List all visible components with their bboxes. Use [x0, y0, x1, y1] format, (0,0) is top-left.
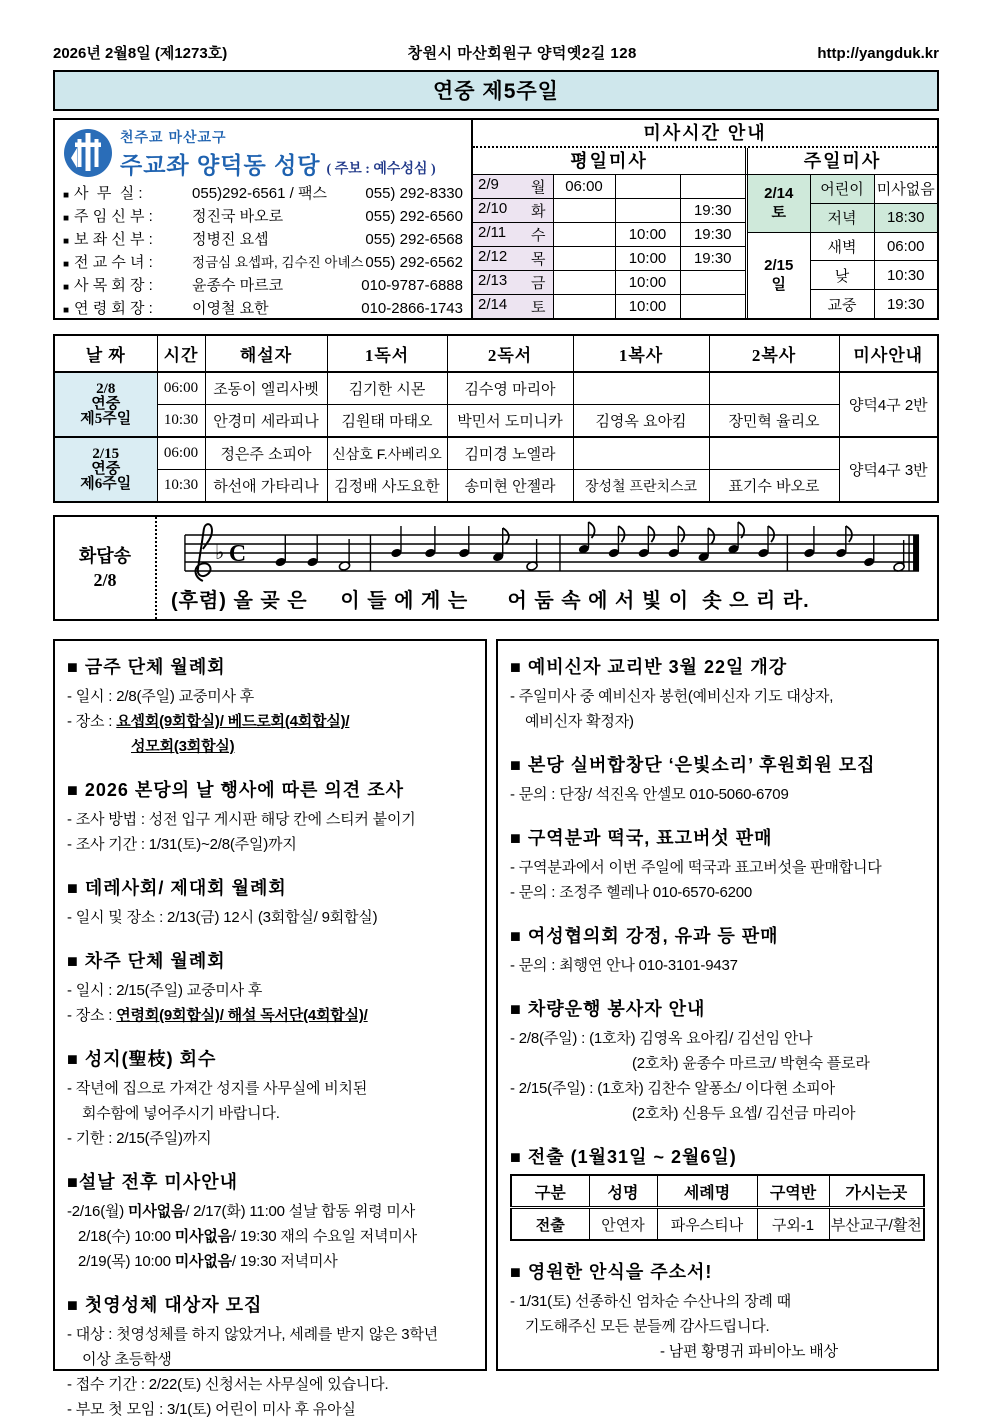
music-notation	[157, 517, 937, 619]
sunday-mass-table	[745, 175, 937, 318]
weekday-row	[473, 246, 745, 270]
bullet-icon: ■	[63, 282, 70, 293]
mass-label-cell: 저녁	[810, 203, 874, 232]
notice-section	[67, 1291, 473, 1422]
notice-line: - 조사 기간 : 1/31(토)~2/8(주일)까지	[67, 836, 297, 853]
time-cell	[615, 198, 680, 222]
contact-value: 055)292-6561 / 팩스	[192, 185, 327, 202]
notice-section	[510, 995, 925, 1126]
roster-header-cell: 1복사	[573, 335, 709, 372]
date-cell: 2/11 수	[473, 222, 553, 246]
roster-cell: 신삼호 F.사베리오	[327, 437, 447, 470]
contact-phone: 055) 292-6562	[365, 254, 463, 271]
roster-header-cell: 해설자	[205, 335, 327, 372]
time-cell: 10:00	[615, 246, 680, 270]
transfer-header-cell: 구역반	[757, 1175, 829, 1208]
roster-row	[54, 437, 938, 470]
roster-cell: 10:30	[157, 470, 205, 503]
website-url-link[interactable]: http://yangduk.kr	[817, 45, 939, 62]
roster-cell: 조동이 엘리사벳	[205, 372, 327, 405]
time-cell: 미사없음	[874, 175, 937, 203]
notices	[53, 639, 939, 1418]
contact-phone: 055) 292-6560	[365, 208, 463, 225]
church-address: 창원시 마산회원구 양덕옛2길 128	[407, 45, 637, 62]
mass-schedule-title: 미사시간 안내	[473, 120, 937, 148]
notice-line: 기도해주신 모든 분들께 감사드립니다.	[525, 1318, 770, 1335]
psalm-label: 화답송 2/8	[55, 517, 157, 619]
roster-cell: 장민혁 율리오	[709, 405, 839, 438]
time-cell: 10:00	[615, 270, 680, 294]
time-cell: 06:00	[874, 232, 937, 261]
notice-line: - 작년에 집으로 가져간 성지를 사무실에 비치된	[67, 1080, 368, 1097]
roster-cell: 송미현 안젤라	[447, 470, 573, 503]
saturday-date-cell: 2/14 토	[748, 175, 810, 232]
time-cell: 10:00	[615, 222, 680, 246]
notice-section	[67, 1168, 473, 1274]
mass-label-cell: 어린이	[810, 175, 874, 203]
notices-left-column	[53, 639, 487, 1418]
time-cell	[553, 198, 615, 222]
weekday-mass-header: 평일미사	[570, 151, 648, 171]
music-staff-icon	[163, 519, 931, 583]
page-title: 연중 제5주일	[53, 70, 939, 111]
notice-line: - 접수 기간 : 2/22(토) 신청서는 사무실에 있습니다.	[67, 1376, 389, 1393]
notice-title: ■ 금주 단체 월례회	[67, 657, 226, 677]
notice-line: - 주일미사 중 예비신자 봉헌(예비신자 기도 대상자,	[510, 688, 834, 705]
notice-section	[510, 922, 925, 978]
transfer-cell: 부산교구/활천	[829, 1208, 924, 1241]
contact-row	[63, 228, 463, 251]
notice-title: ■ 본당 실버합창단 ‘은빛소리’ 후원회원 모집	[510, 755, 876, 775]
roster-header-cell: 2복사	[709, 335, 839, 372]
time-cell	[553, 246, 615, 270]
notice-title: ■ 여성협의회 강정, 유과 등 판매	[510, 926, 779, 946]
roster-cell	[573, 437, 709, 470]
time-cell	[680, 270, 745, 294]
notice-line: - 일시 : 2/15(주일) 교중미사 후	[67, 982, 263, 999]
bullet-icon: ■	[63, 305, 70, 316]
bullet-icon: ■	[63, 190, 70, 201]
diocese-logo-icon	[63, 128, 113, 178]
weekday-row	[473, 294, 745, 318]
notice-line: - 일시 : 2/8(주일) 교중미사 후	[67, 688, 255, 705]
roster-date-cell: 2/15 연중 제6주일	[54, 437, 157, 502]
roster-header-cell: 미사안내	[839, 335, 938, 372]
transfer-cell: 파우스티나	[657, 1208, 757, 1241]
roster-date-cell: 2/8 연중 제5주일	[54, 372, 157, 437]
notice-line: 2/18(수) 10:00 미사없음/ 19:30 재의 수요일 저녁미사	[78, 1228, 417, 1245]
notice-section	[510, 1143, 925, 1241]
notice-section	[67, 947, 473, 1028]
roster-row	[54, 470, 938, 503]
notice-line: 성모회(3회합실)	[131, 738, 235, 755]
notice-line: - 1/31(토) 선종하신 엄차순 수산나의 장례 때	[510, 1293, 791, 1310]
notice-section	[67, 653, 473, 759]
notice-line: (2호차) 신용두 요셉/ 김선금 마리아	[632, 1105, 856, 1122]
notice-title: ■ 2026 본당의 날 행사에 따른 의견 조사	[67, 780, 404, 800]
roster-cell: 06:00	[157, 437, 205, 470]
notice-line: 예비신자 확정자)	[525, 713, 634, 730]
contact-row	[63, 205, 463, 228]
notice-line: (2호차) 윤종수 마르코/ 박현숙 플로라	[632, 1055, 870, 1072]
psalm-lyrics: (후렴) 올 곶 은 이 들 에 게 는 어 둠 속 에 서 빛 이 솟 으 리 라.	[171, 590, 810, 612]
sunday-mass-header: 주일미사	[745, 148, 937, 174]
roster-row	[54, 405, 938, 438]
notice-line: - 조사 방법 : 성전 입구 게시판 해당 칸에 스티커 붙이기	[67, 811, 416, 828]
contact-label: 주 임 신 부 :	[74, 208, 153, 225]
mass-schedule-box	[472, 118, 939, 320]
notice-title: ■ 첫영성체 대상자 모집	[67, 1295, 263, 1315]
roster-header-cell: 시간	[157, 335, 205, 372]
mass-label-cell: 교중	[810, 290, 874, 318]
date-cell: 2/10 화	[473, 198, 553, 222]
parish-info-box	[53, 118, 472, 320]
common-time-sign: C	[228, 540, 247, 568]
contact-phone: 010-9787-6888	[361, 277, 463, 294]
notice-line: 2/19(목) 10:00 미사없음/ 19:30 저녁미사	[78, 1253, 338, 1270]
date-cell: 2/13 금	[473, 270, 553, 294]
sunday-row	[748, 175, 937, 203]
notice-title: ■ 전출 (1월31일 ~ 2월6일)	[510, 1147, 737, 1167]
psalm-date: 2/8	[93, 570, 117, 590]
info-row	[53, 118, 939, 320]
notice-line: - 문의 : 최행연 안나 010-3101-9437	[510, 957, 738, 974]
roster-cell: 하선애 가타리나	[205, 470, 327, 503]
roster-cell: 김수영 마리아	[447, 372, 573, 405]
parish-title	[120, 127, 436, 180]
notice-title: ■ 차주 단체 월례회	[67, 951, 226, 971]
contact-value: 정금심 요셉파, 김수진 아녜스	[192, 255, 364, 270]
notice-line: 이상 초등학생	[82, 1351, 172, 1368]
contact-value: 정진국 바오로	[192, 208, 284, 225]
notice-line: - 문의 : 단장/ 석진옥 안셀모 010-5060-6709	[510, 786, 789, 803]
sunday-row	[748, 232, 937, 261]
contact-label: 전 교 수 녀 :	[74, 254, 153, 271]
diocese-name: 천주교 마산교구	[120, 128, 227, 145]
contact-row	[63, 182, 463, 205]
parish-patron: ( 주보 : 예수성심 )	[326, 161, 436, 177]
sunday-date-cell: 2/15 일	[748, 232, 810, 318]
roster-cell: 06:00	[157, 372, 205, 405]
time-cell: 10:00	[615, 294, 680, 318]
roster-note-cell: 양덕4구 3반	[839, 437, 938, 502]
parish-name: 주교좌 양덕동 성당	[120, 151, 321, 178]
time-cell	[615, 175, 680, 198]
roster-cell: 표기수 바오로	[709, 470, 839, 503]
contact-value: 윤종수 마르코	[192, 277, 284, 294]
notices-right-column	[496, 639, 939, 1371]
transfer-table	[510, 1174, 925, 1241]
notice-section	[510, 653, 925, 734]
mass-label-cell: 낮	[810, 261, 874, 290]
time-cell	[680, 175, 745, 198]
notice-title: ■ 구역분과 떡국, 표고버섯 판매	[510, 828, 773, 848]
transfer-cell: 안연자	[589, 1208, 657, 1241]
contact-label: 연 령 회 장 :	[74, 300, 153, 317]
roster-header-row	[54, 335, 938, 372]
contact-row	[63, 251, 463, 274]
time-cell: 18:30	[874, 203, 937, 232]
time-cell	[553, 222, 615, 246]
notice-line: - 기한 : 2/15(주일)까지	[67, 1130, 212, 1147]
contact-value: 정병진 요셉	[192, 231, 269, 248]
weekday-row	[473, 222, 745, 246]
top-header	[53, 42, 939, 63]
notice-line: - 대상 : 첫영성체를 하지 않았거나, 세례를 받지 않은 3학년	[67, 1326, 438, 1343]
psalm-box	[53, 515, 939, 621]
bullet-icon: ■	[63, 259, 70, 270]
roster-note-cell: 양덕4구 2반	[839, 372, 938, 437]
parish-logo-line	[63, 124, 463, 182]
notice-line: - 장소 : 연령회(9회합실)/ 해설 독서단(4회합실)/	[67, 1007, 368, 1024]
notice-section	[510, 824, 925, 905]
notice-line: - 일시 및 장소 : 2/13(금) 12시 (3회합실/ 9회합실)	[67, 909, 378, 926]
transfer-header-row	[511, 1175, 924, 1208]
weekday-mass-table	[473, 175, 745, 318]
roster-cell: 김영옥 요아킴	[573, 405, 709, 438]
transfer-row	[511, 1208, 924, 1241]
transfer-header-cell: 가시는곳	[829, 1175, 924, 1208]
time-cell: 19:30	[680, 222, 745, 246]
roster-cell	[709, 372, 839, 405]
roster-cell: 10:30	[157, 405, 205, 438]
contact-row	[63, 297, 463, 320]
contact-label: 사 목 회 장 :	[74, 277, 153, 294]
roster-table	[53, 334, 939, 503]
roster-header-cell: 날 짜	[54, 335, 157, 372]
roster-cell: 정은주 소피아	[205, 437, 327, 470]
time-cell: 10:30	[874, 261, 937, 290]
contact-phone: 055) 292-6568	[365, 231, 463, 248]
time-cell: 19:30	[680, 198, 745, 222]
weekday-row	[473, 175, 745, 198]
weekday-row	[473, 198, 745, 222]
notice-title: ■ 차량운행 봉사자 안내	[510, 999, 706, 1019]
notice-line: - 구역분과에서 이번 주일에 떡국과 표고버섯을 판매합니다	[510, 859, 882, 876]
notice-line: - 장소 : 요셉회(9회합실)/ 베드로회(4회합실)/	[67, 713, 350, 730]
notice-title: ■설날 전후 미사안내	[67, 1172, 238, 1192]
notice-section	[67, 874, 473, 930]
notice-title: ■ 데레사회/ 제대회 월례회	[67, 878, 287, 898]
transfer-header-cell: 성명	[589, 1175, 657, 1208]
time-cell: 19:30	[680, 246, 745, 270]
date-cell: 2/14 토	[473, 294, 553, 318]
time-cell	[553, 270, 615, 294]
mass-label-cell: 새벽	[810, 232, 874, 261]
bullet-icon: ■	[63, 236, 70, 247]
notice-title: ■ 영원한 안식을 주소서!	[510, 1262, 713, 1282]
date-cell: 2/9 월	[473, 175, 553, 198]
roster-row	[54, 372, 938, 405]
roster-header-cell: 1독서	[327, 335, 447, 372]
notice-line: - 부모 첫 모임 : 3/1(토) 어린이 미사 후 유아실	[67, 1401, 356, 1418]
issue-date: 2026년 2월8일 (제1273호)	[53, 45, 228, 62]
notice-section	[510, 1258, 925, 1364]
roster-cell: 김미경 노엘라	[447, 437, 573, 470]
roster-cell: 김정배 사도요한	[327, 470, 447, 503]
notice-line: -2/16(월) 미사없음/ 2/17(화) 11:00 설날 합동 위령 미사	[67, 1203, 416, 1220]
mass-schedule-subheaders	[473, 148, 937, 175]
time-cell: 19:30	[874, 290, 937, 318]
notice-section	[67, 1045, 473, 1151]
roster-cell: 박민서 도미니카	[447, 405, 573, 438]
weekday-row	[473, 270, 745, 294]
roster-cell: 김원태 마태오	[327, 405, 447, 438]
roster-cell	[573, 372, 709, 405]
bullet-icon: ■	[63, 213, 70, 224]
contact-value: 이영철 요한	[192, 300, 269, 317]
notice-line: - 문의 : 조정주 헬레나 010-6570-6200	[510, 884, 753, 901]
notice-title: ■ 성지(聖枝) 회수	[67, 1049, 217, 1069]
time-cell: 06:00	[553, 175, 615, 198]
transfer-header-cell: 세례명	[657, 1175, 757, 1208]
contact-phone: 055) 292-8330	[365, 185, 463, 202]
contact-row	[63, 274, 463, 297]
contact-label: 보 좌 신 부 :	[74, 231, 153, 248]
transfer-header-cell: 구분	[511, 1175, 589, 1208]
notice-title: ■ 예비신자 교리반 3월 22일 개강	[510, 657, 788, 677]
contact-label: 사 무 실 :	[74, 185, 143, 202]
transfer-cell: 구외-1	[757, 1208, 829, 1241]
notice-section	[510, 751, 925, 807]
roster-cell: 안경미 세라피나	[205, 405, 327, 438]
notice-line: - 2/15(주일) : (1호차) 김찬수 알퐁소/ 이다현 소피아	[510, 1080, 835, 1097]
notice-line: - 2/8(주일) : (1호차) 김영옥 요아킴/ 김선임 안나	[510, 1030, 813, 1047]
sign-line: - 남편 황명귀 파비아노 배상	[660, 1343, 838, 1360]
roster-cell: 김기한 시몬	[327, 372, 447, 405]
roster-header-cell: 2독서	[447, 335, 573, 372]
transfer-cell: 전출	[511, 1208, 589, 1241]
time-cell	[553, 294, 615, 318]
time-cell	[680, 294, 745, 318]
notice-section	[67, 776, 473, 857]
roster-cell: 장성철 프란치스코	[573, 470, 709, 503]
roster-cell	[709, 437, 839, 470]
date-cell: 2/12 목	[473, 246, 553, 270]
notice-line: 회수함에 넣어주시기 바랍니다.	[82, 1105, 280, 1122]
contact-phone: 010-2866-1743	[361, 300, 463, 317]
flat-sign: ♭	[214, 539, 225, 565]
